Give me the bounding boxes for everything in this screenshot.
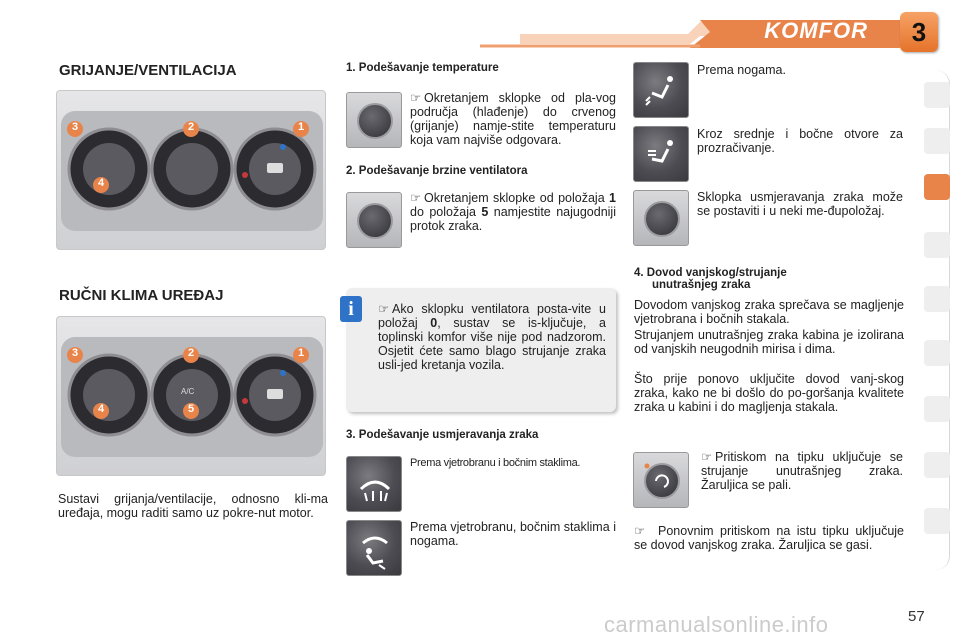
chapter-tab[interactable] xyxy=(924,508,950,534)
chapter-tab[interactable] xyxy=(924,340,950,366)
airflow-knob-photo xyxy=(633,190,689,246)
info-icon: i xyxy=(340,296,362,322)
section-2-title: 2. Podešavanje brzine ventilatora xyxy=(346,165,528,177)
section-4-para-3: Što prije ponovo uključite dovod vanj-skog zraka, kako ne bi došlo do po-goršanja kvalitete zraka u kabini i do magljenja stakala. xyxy=(634,372,904,414)
vent-airflow-icon xyxy=(633,126,689,182)
chapter-badge: 3 xyxy=(900,12,938,52)
defrost-feet-icon xyxy=(346,520,402,576)
heating-panel-photo xyxy=(56,90,326,250)
callout-3: 3 xyxy=(71,347,79,359)
page-header-title: KOMFOR xyxy=(764,18,868,43)
chapter-tab[interactable] xyxy=(924,452,950,478)
section-4-press-1: ☞ Pritiskom na tipku uključuje se strujanje unutrašnjeg zraka. Žaruljica se pali. xyxy=(701,450,903,492)
section-4-para-1: Dovodom vanjskog zraka sprečava se magljenje vjetrobrana i bočnih stakala. xyxy=(634,298,904,326)
temperature-knob-photo xyxy=(346,92,402,148)
section-1-title: 1. Podešavanje temperature xyxy=(346,62,499,74)
callout-4: 4 xyxy=(97,177,105,189)
pointer-icon: ☞ xyxy=(410,191,422,205)
item-knob-label: Sklopka usmjeravanja zraka može se postaviti i u neki me-đupoložaj. xyxy=(697,190,903,218)
section-3-item-1: Prema vjetrobranu i bočnim staklima. xyxy=(410,457,581,469)
item-vents-label: Kroz srednje i bočne otvore za prozračivanje. xyxy=(697,127,903,155)
chapter-tab[interactable] xyxy=(924,82,950,108)
ac-label: A/C xyxy=(181,387,195,396)
item-feet-label: Prema nogama. xyxy=(697,63,786,77)
feet-airflow-icon xyxy=(633,62,689,118)
pointer-icon: ☞ xyxy=(378,302,390,316)
heading-manual-ac: RUČNI KLIMA UREĐAJ xyxy=(59,287,224,304)
page-number: 57 xyxy=(908,608,925,625)
section-2-text: ☞ Okretanjem sklopke od položaja 1 do položaja 5 namjestite najugodniji protok zraka. xyxy=(410,191,616,233)
watermark: carmanualsonline.info xyxy=(604,612,829,637)
callout-3: 3 xyxy=(71,121,79,133)
chapter-tabs xyxy=(924,72,952,572)
callout-5: 5 xyxy=(187,403,195,415)
pointer-icon: ☞ xyxy=(410,91,422,105)
chapter-tab[interactable] xyxy=(924,128,950,154)
section-4-press-2: ☞ Ponovnim pritiskom na istu tipku uključuje se dovod vanjskog zraka. Žaruljica se gasi. xyxy=(634,524,904,552)
pointer-icon: ☞ xyxy=(634,524,646,538)
section-4-para-2: Strujanjem unutrašnjeg zraka kabina je izolirana od vanjskih neugodnih mirisa i dima. xyxy=(634,328,904,356)
defrost-icon xyxy=(346,456,402,512)
heading-heating-ventilation: GRIJANJE/VENTILACIJA xyxy=(59,62,237,79)
callout-1: 1 xyxy=(297,121,305,133)
callout-4: 4 xyxy=(97,403,105,415)
section-3-item-2: Prema vjetrobranu, bočnim staklima i nogama. xyxy=(410,520,616,548)
engine-running-note: Sustavi grijanja/ventilacije, odnosno kli-ma uređaja, mogu raditi samo uz pokre-nut motor. xyxy=(58,492,328,520)
chapter-tab-active[interactable] xyxy=(924,174,950,200)
callout-2: 2 xyxy=(187,347,195,359)
recirculation-icon xyxy=(633,452,689,508)
info-text: ☞ Ako sklopku ventilatora posta-vite u položaj 0, sustav se is-ključuje, a toplinski komfor više nije pod nadzorom. Osjetit ćete samo blago strujanje zraka usli-jed kretanja vozila. xyxy=(378,302,606,372)
callout-2: 2 xyxy=(187,121,195,133)
chapter-tab[interactable] xyxy=(924,286,950,312)
chapter-tab[interactable] xyxy=(924,396,950,422)
chapter-tab[interactable] xyxy=(924,232,950,258)
fan-knob-photo xyxy=(346,192,402,248)
callout-1: 1 xyxy=(297,347,305,359)
section-4-title: 4. Dovod vanjskog/strujanje unutrašnjeg zraka xyxy=(634,267,787,291)
section-1-body: Okretanjem sklopke od pla-vog područja (hlađenje) do crvenog (grijanje) namje-stite temperaturu koja vam najviše odgovara. xyxy=(410,91,616,147)
section-1-text xyxy=(410,91,616,147)
pointer-icon: ☞ xyxy=(701,450,713,464)
ac-panel-photo xyxy=(56,316,326,476)
section-3-title: 3. Podešavanje usmjeravanja zraka xyxy=(346,429,539,441)
